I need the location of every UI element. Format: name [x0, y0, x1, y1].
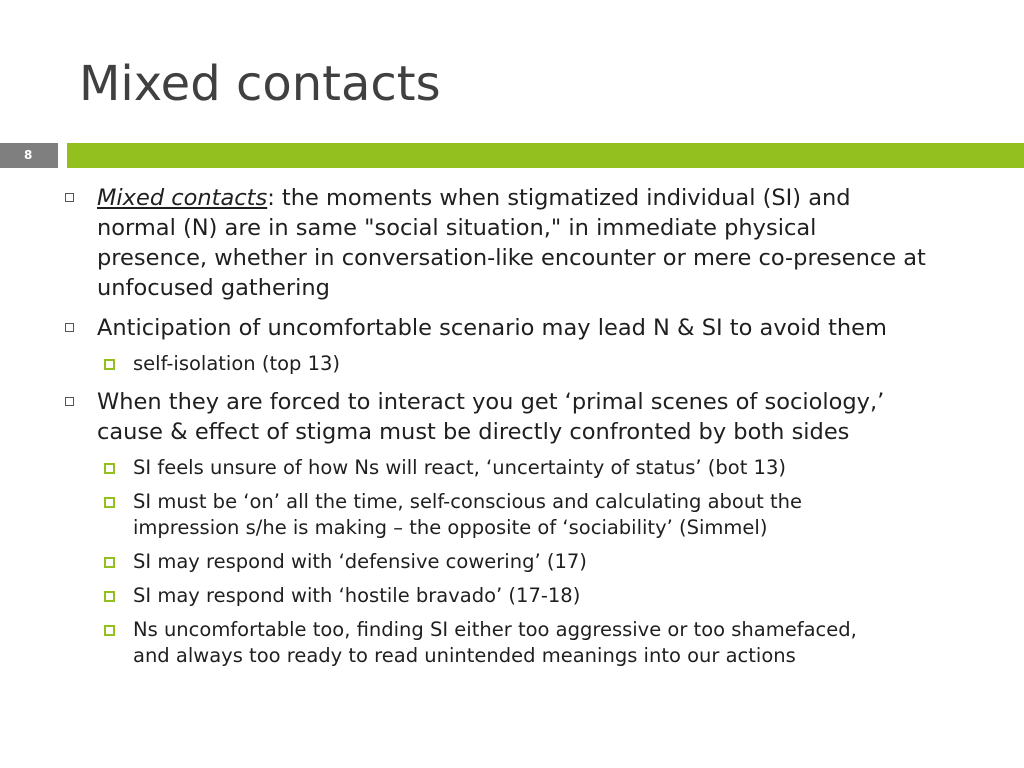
bullet-line [97, 183, 998, 213]
bullet-text: : the moments when stigmatized individual (SI) and [267, 185, 851, 211]
sub-bullet-line: and always too ready to read unintended meanings into our actions [133, 644, 796, 667]
bullet-line: presence, whether in conversation-like encounter or mere co-presence at [97, 245, 926, 271]
sub-bullet-line: Ns uncomfortable too, finding SI either too aggressive or too shamefaced, [133, 618, 857, 641]
sub-bullet-self-isolation [0, 351, 1024, 377]
sub-bullet-line: impression s/he is making – the opposite of ‘sociability’ (Simmel) [133, 516, 768, 539]
green-hollow-square-icon [104, 497, 115, 508]
bullet-line: Anticipation of uncomfortable scenario may lead N & SI to avoid them [97, 315, 887, 341]
sub-bullet-line: SI must be ‘on’ all the time, self-conscious and calculating about the [133, 490, 803, 513]
hollow-square-icon [65, 397, 74, 406]
bullet-line: unfocused gathering [97, 275, 330, 301]
green-hollow-square-icon [104, 463, 115, 474]
page-number-box [0, 143, 58, 168]
sub-bullet-line: self-isolation (top 13) [133, 352, 341, 375]
sub-bullet-line: SI may respond with ‘hostile bravado’ (17-18) [133, 584, 581, 607]
accent-bar [67, 143, 1024, 168]
hollow-square-icon [65, 323, 74, 332]
bullet-mixed-contacts [0, 183, 1024, 303]
sub-bullet-defensive-cowering [0, 549, 1024, 575]
bullet-line: cause & effect of stigma must be directly confronted by both sides [97, 419, 850, 445]
slide-title: Mixed contacts [79, 56, 441, 112]
green-hollow-square-icon [104, 625, 115, 636]
sub-bullet-ns-uncomfortable [0, 617, 1024, 669]
bullet-forced-interaction [0, 387, 1024, 447]
sub-bullet-self-conscious [0, 489, 1024, 541]
green-hollow-square-icon [104, 557, 115, 568]
sub-bullet-uncertainty [0, 455, 1024, 481]
green-hollow-square-icon [104, 591, 115, 602]
term-mixed-contacts: Mixed contacts [97, 185, 268, 211]
hollow-square-icon [65, 193, 74, 202]
slide-body [0, 183, 1024, 669]
sub-bullet-line: SI may respond with ‘defensive cowering’ (17) [133, 550, 587, 573]
bullet-line: normal (N) are in same "social situation," in immediate physical [97, 215, 817, 241]
page-number: 8 [24, 148, 33, 162]
sub-bullet-line: SI feels unsure of how Ns will react, ‘uncertainty of status’ (bot 13) [133, 456, 786, 479]
bullet-anticipation [0, 313, 1024, 343]
sub-bullet-hostile-bravado [0, 583, 1024, 609]
green-hollow-square-icon [104, 359, 115, 370]
bullet-line: When they are forced to interact you get ‘primal scenes of sociology,’ [97, 389, 885, 415]
